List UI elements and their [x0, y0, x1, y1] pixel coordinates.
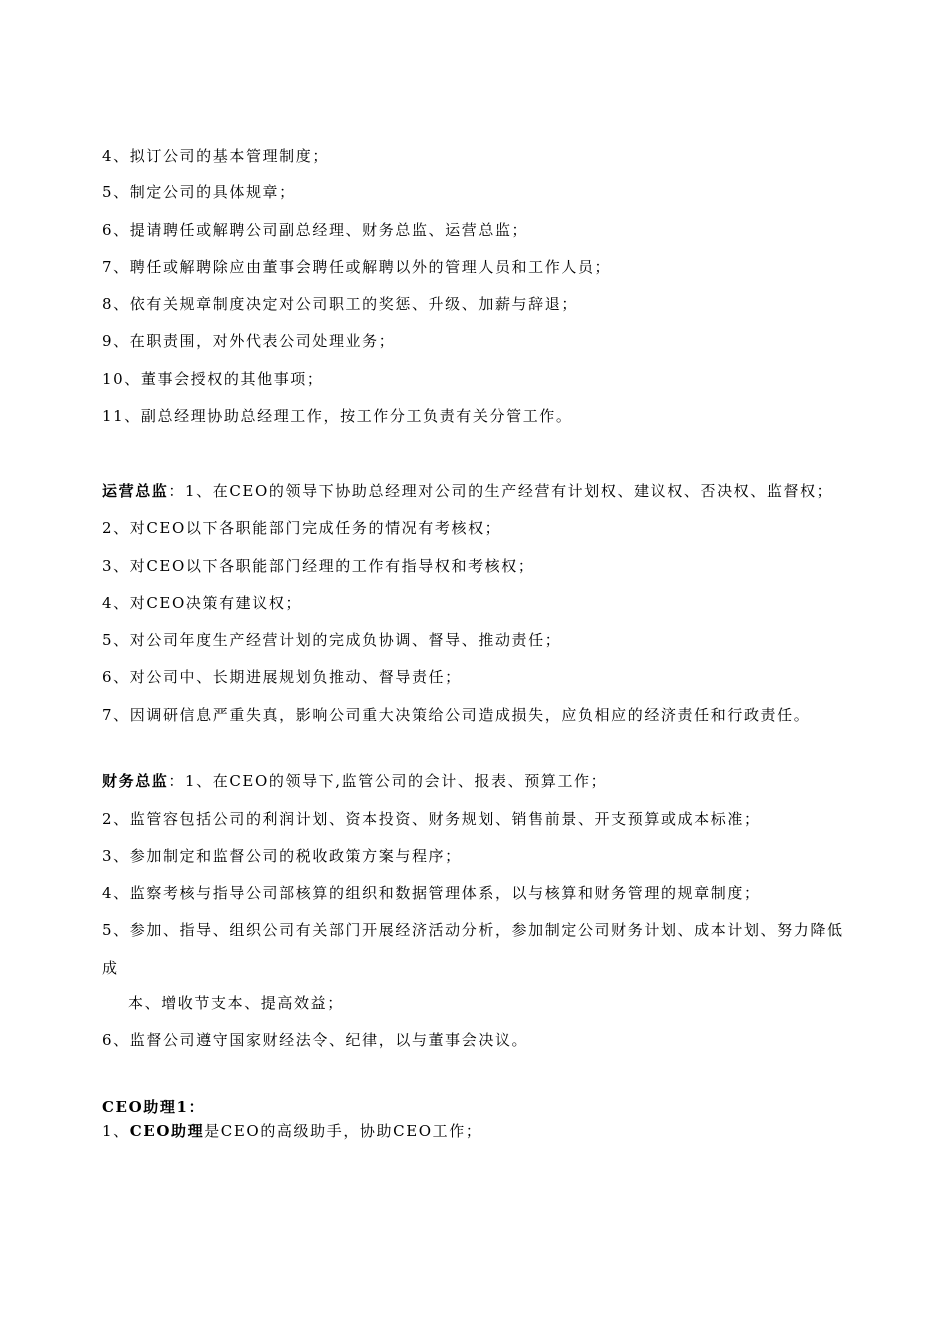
finance-director-item-5: 5、参加、指导、组织公司有关部门开展经济活动分析，参加制定公司财务计划、成本计划、努力降低 — [102, 921, 844, 939]
ceo-duty-item-7: 7、聘任或解聘除应由董事会聘任或解聘以外的管理人员和工作人员； — [102, 258, 612, 276]
operations-director-heading: 运营总监 — [102, 482, 169, 500]
ceo-duty-item-4: 4、拟订公司的基本管理制度； — [102, 147, 329, 165]
finance-director-item-5-wrap: 成 — [102, 959, 119, 977]
operations-director-intro — [102, 481, 833, 501]
ceo-assistant-item-1 — [102, 1121, 482, 1141]
ceo-assistant-heading: CEO助理1： — [102, 1098, 206, 1116]
finance-director-item-4: 4、监察考核与指导公司部核算的组织和数据管理体系，以与核算和财务管理的规章制度； — [102, 884, 761, 902]
finance-director-item-5-continued: 本、增收节支本、提高效益； — [128, 994, 344, 1012]
ceo-assistant-role-name: CEO助理 — [129, 1122, 205, 1140]
ceo-duty-item-10: 10、董事会授权的其他事项； — [102, 370, 324, 388]
finance-director-item-6: 6、监督公司遵守国家财经法令、纪律，以与董事会决议。 — [102, 1031, 529, 1049]
finance-director-intro — [102, 771, 607, 791]
finance-director-item-3: 3、参加制定和监督公司的税收政策方案与程序； — [102, 847, 462, 865]
operations-director-item-3: 3、对CEO以下各职能部门经理的工作有指导权和考核权； — [102, 557, 535, 575]
ceo-duty-item-11: 11、副总经理协助总经理工作，按工作分工负责有关分管工作。 — [102, 407, 573, 425]
operations-director-item-4: 4、对CEO决策有建议权； — [102, 594, 303, 612]
finance-director-item-2: 2、监管容包括公司的利润计划、资本投资、财务规划、销售前景、开支预算或成本标准； — [102, 810, 761, 828]
operations-director-item-1: ：1、在CEO的领导下协助总经理对公司的生产经营有计划权、建议权、否决权、监督权； — [168, 482, 834, 500]
ceo-assistant-item-text: 是CEO的高级助手，协助CEO工作； — [204, 1122, 483, 1140]
operations-director-item-7: 7、因调研信息严重失真，影响公司重大决策给公司造成损失，应负相应的经济责任和行政责任。 — [102, 706, 811, 724]
ceo-duty-item-5: 5、制定公司的具体规章； — [102, 183, 296, 201]
finance-director-item-1: ：1、在CEO的领导下,监管公司的会计、报表、预算工作； — [168, 772, 608, 790]
operations-director-item-2: 2、对CEO以下各职能部门完成任务的情况有考核权； — [102, 519, 502, 537]
ceo-duty-item-8: 8、依有关规章制度决定对公司职工的奖惩、升级、加薪与辞退； — [102, 295, 578, 313]
ceo-duty-item-9: 9、在职责围，对外代表公司处理业务； — [102, 332, 396, 350]
operations-director-item-5: 5、对公司年度生产经营计划的完成负协调、督导、推动责任； — [102, 631, 562, 649]
ceo-duty-item-6: 6、提请聘任或解聘公司副总经理、财务总监、运营总监； — [102, 221, 529, 239]
operations-director-item-6: 6、对公司中、长期进展规划负推动、督导责任； — [102, 668, 462, 686]
ceo-assistant-item-number: 1、 — [102, 1122, 130, 1140]
finance-director-heading: 财务总监 — [102, 772, 169, 790]
